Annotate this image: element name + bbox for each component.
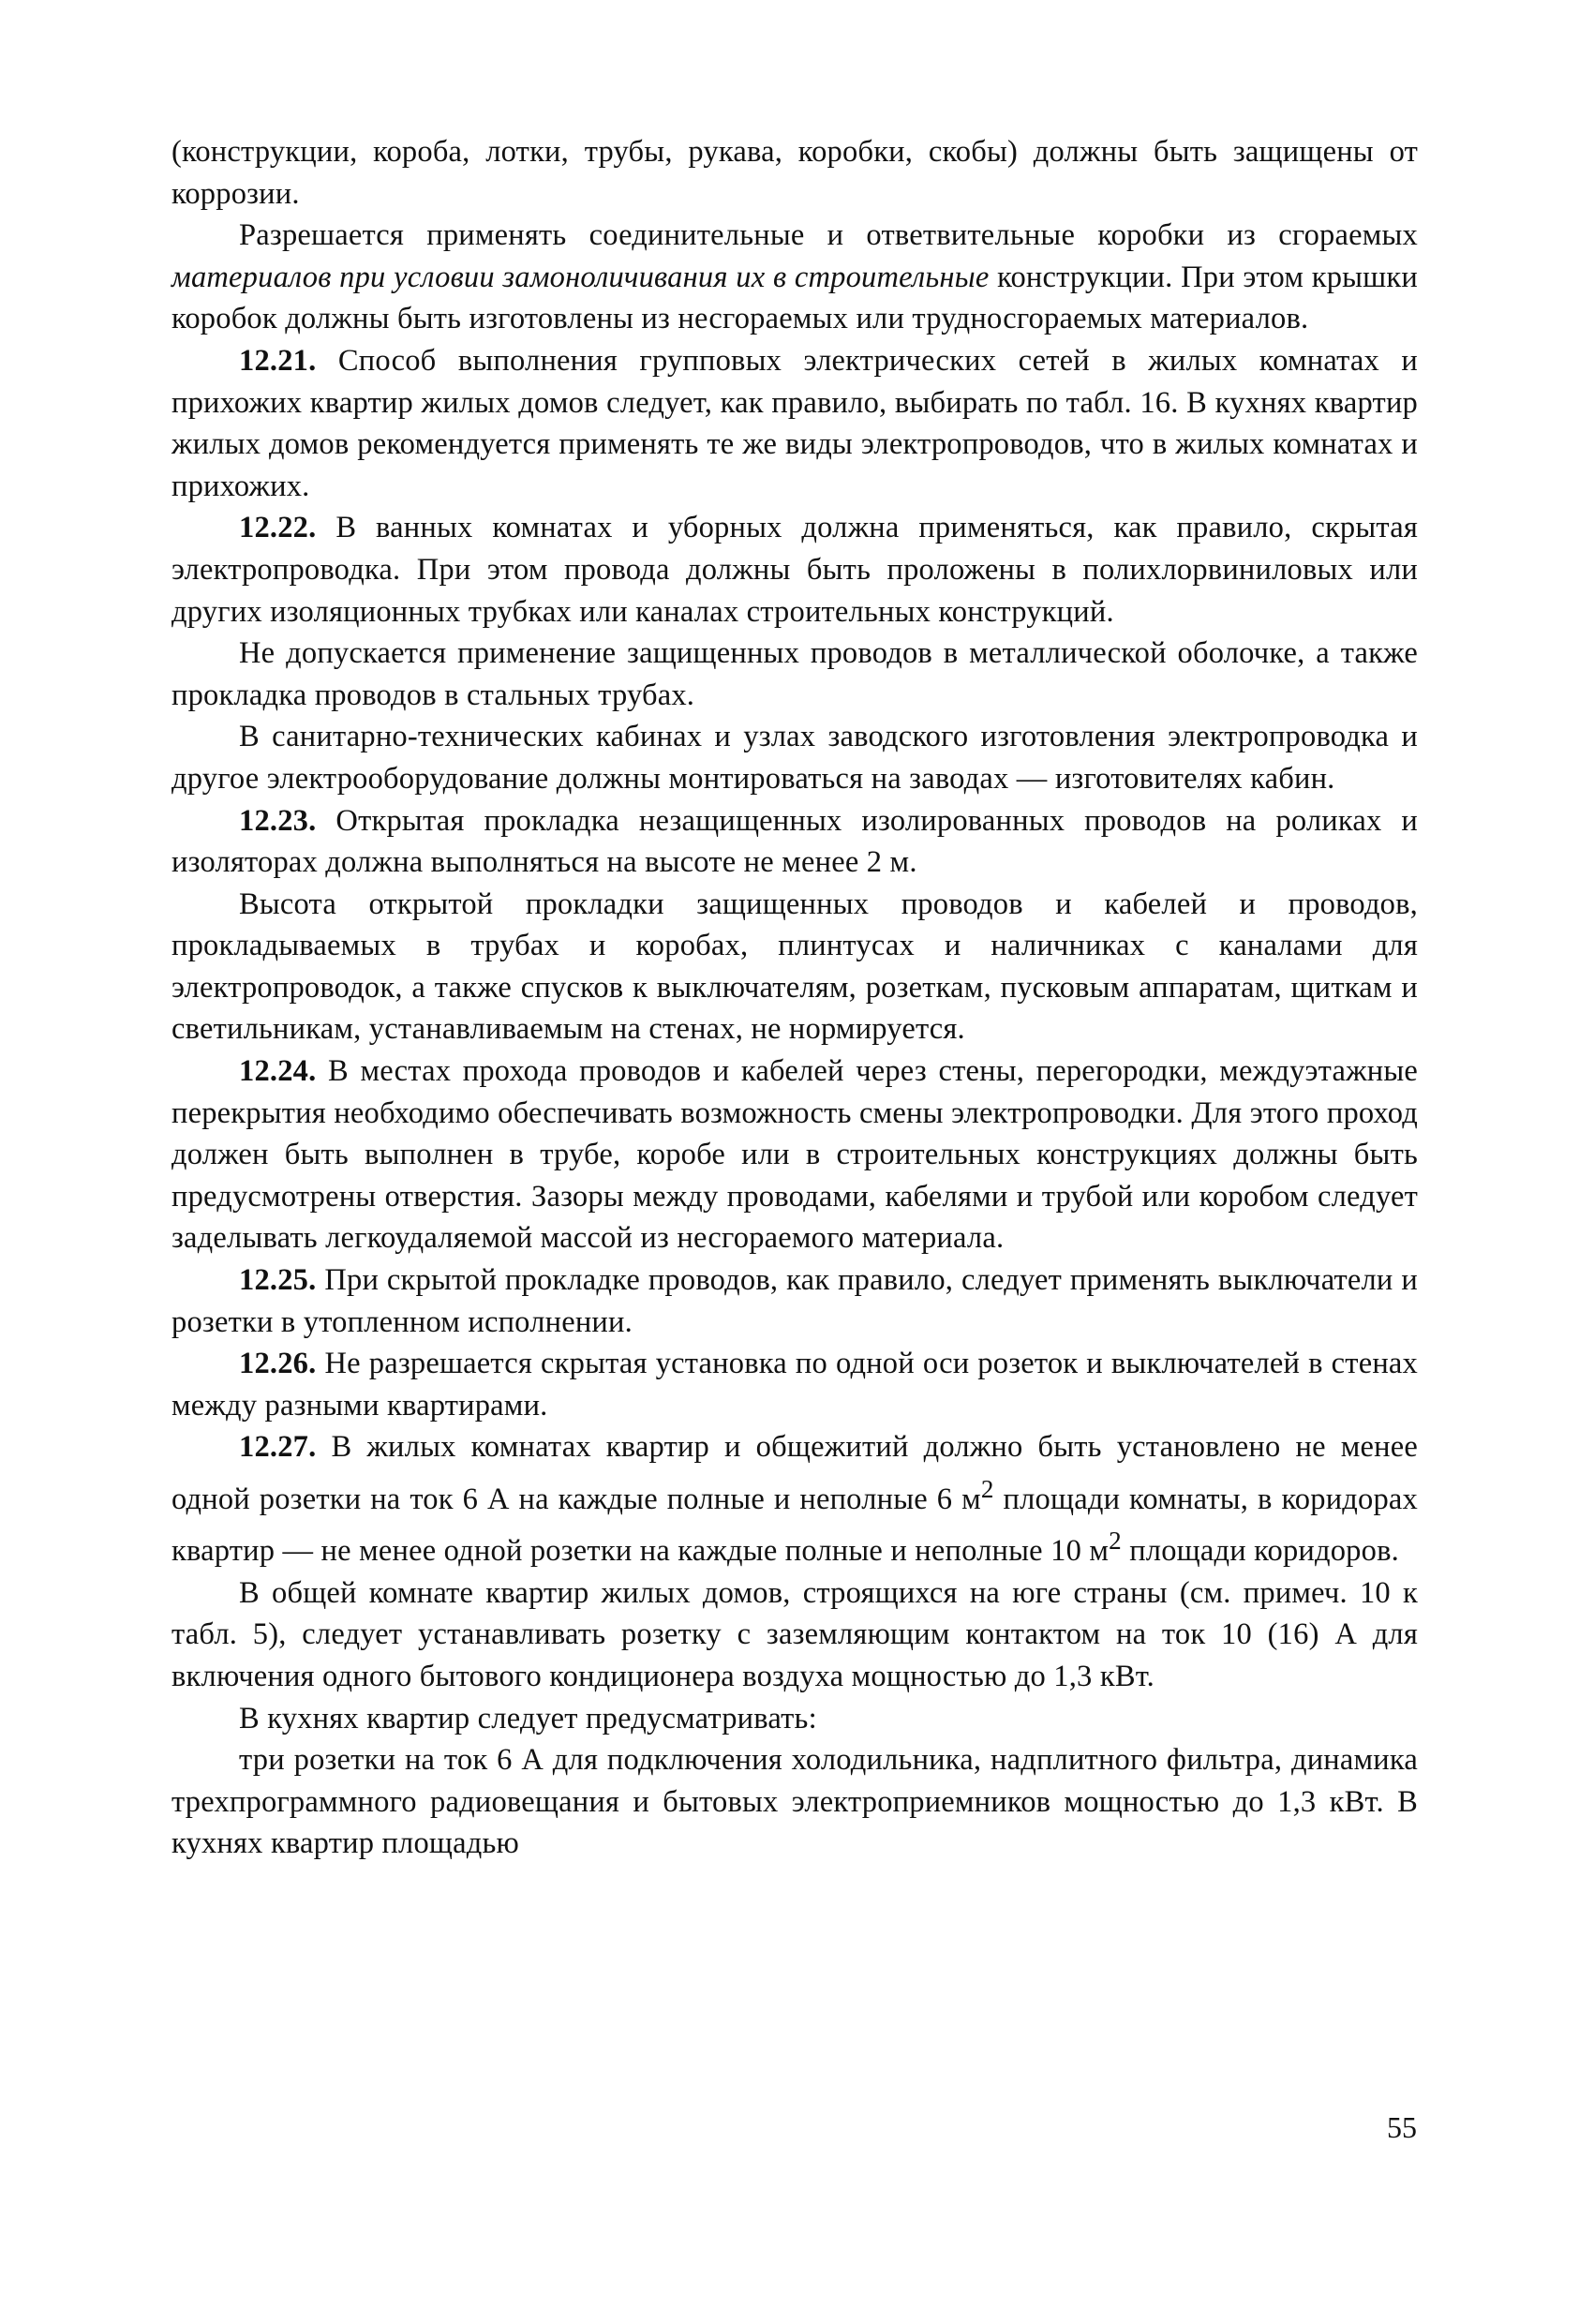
- paragraph: [171, 884, 1418, 1050]
- paragraph-text: три розетки на ток 6 А для подключения холодильника, надплитного фильтра, динамика трехпрограммного радиовещания и бытовых электроприемников мощностью до 1,3 кВт. В кухнях квартир площадью: [171, 1743, 1418, 1861]
- superscript: 2: [980, 1475, 994, 1503]
- clause-12-21: [171, 340, 1418, 507]
- paragraph-text: В ванных комнатах и уборных должна применяться, как правило, скрытая электропроводка. При этом провода должны быть проложены в полихлорвиниловых или других изоляционных трубках или каналах строительных конструкций.: [171, 511, 1418, 629]
- clause-number: 12.26.: [239, 1347, 317, 1381]
- clause-12-22: [171, 507, 1418, 633]
- paragraph-text: В жилых комнатах квартир и общежитий должно быть установлено не менее одной розетки на ток 6 А на каждые полные и неполные 6 м: [171, 1430, 1418, 1516]
- paragraph-italic-text: материалов при условии замоноличивания их в строительные: [171, 260, 990, 294]
- page-number: 55: [1387, 2110, 1417, 2144]
- paragraph: [171, 1572, 1418, 1698]
- paragraph-text: В кухнях квартир следует предусматривать:: [239, 1701, 817, 1736]
- paragraph: [171, 716, 1418, 799]
- clause-12-26: [171, 1343, 1418, 1426]
- clause-number: 12.25.: [239, 1263, 317, 1298]
- paragraph-text: Высота открытой прокладки защищенных проводов и кабелей и проводов, прокладываемых в трубах и коробах, плинтусах и наличниках с каналами для электропроводок, а также спусков к выключателям, розеткам, пусковым аппаратам, щиткам и светильникам, устанавливаемым на стенах, не нормируется.: [171, 886, 1418, 1047]
- clause-12-25: [171, 1259, 1418, 1343]
- paragraph-text: В общей комнате квартир жилых домов, строящихся на юге страны (см. примеч. 10 к табл. 5), следует устанавливать розетку с заземляющим контактом на ток 10 (16) А для включения одного бытового кондиционера воздуха мощностью до 1,3 кВт.: [171, 1575, 1418, 1694]
- paragraph-text: площади комнаты, в коридорах квартир — не менее одной розетки на каждые полные и неполные 10 м: [171, 1482, 1418, 1569]
- document-body: [171, 131, 1418, 1865]
- clause-12-23: [171, 800, 1418, 884]
- paragraph-text: Не разрешается скрытая установка по одной оси розеток и выключателей в стенах между разными квартирами.: [171, 1347, 1418, 1423]
- paragraph-text: В местах прохода проводов и кабелей через стены, перегородки, междуэтажные перекрытия необходимо обеспечивать возможность смены электропроводки. Для этого проход должен быть выполнен в трубе, коробе или в строительных конструкциях должны быть предусмотрены отверстия. Зазоры между проводами, кабелями и трубой или коробом следует заделывать легкоудаляемой массой из несгораемого материала.: [171, 1054, 1418, 1256]
- paragraph-text: (конструкции, короба, лотки, трубы, рукава, коробки, скобы) должны быть защищены от коррозии.: [171, 135, 1418, 211]
- paragraph: [171, 131, 1418, 215]
- paragraph-text: При скрытой прокладке проводов, как правило, следует применять выключатели и розетки в утопленном исполнении.: [171, 1263, 1418, 1339]
- paragraph: [171, 633, 1418, 716]
- clause-number: 12.23.: [239, 803, 317, 838]
- paragraph-text: площади коридоров.: [1121, 1534, 1399, 1569]
- clause-12-27: [171, 1426, 1418, 1572]
- paragraph-text: В санитарно-технических кабинах и узлах заводского изготовления электропроводка и другое электрооборудование должны монтироваться на заводах — изготовителях кабин.: [171, 720, 1418, 796]
- paragraph-text: Не допускается применение защищенных проводов в металлической оболочке, а также прокладка проводов в стальных трубах.: [171, 636, 1418, 712]
- paragraph-text: конструкции. При этом крышки коробок должны быть изготовлены из несгораемых или трудносгораемых материалов.: [171, 260, 1418, 336]
- clause-12-24: [171, 1050, 1418, 1259]
- paragraph-text: Способ выполнения групповых электрических сетей в жилых комнатах и прихожих квартир жилых домов следует, как правило, выбирать по табл. 16. В кухнях квартир жилых домов рекомендуется применять те же виды электропроводов, что в жилых комнатах и прихожих.: [171, 343, 1418, 503]
- paragraph-text: Открытая прокладка незащищенных изолированных проводов на роликах и изоляторах должна выполняться на высоте не менее 2 м.: [171, 803, 1418, 880]
- paragraph: [171, 215, 1418, 340]
- clause-number: 12.22.: [239, 511, 317, 545]
- superscript: 2: [1109, 1527, 1122, 1556]
- paragraph: [171, 1698, 1418, 1740]
- clause-number: 12.21.: [239, 343, 317, 378]
- paragraph: [171, 1739, 1418, 1865]
- clause-number: 12.27.: [239, 1430, 317, 1465]
- clause-number: 12.24.: [239, 1054, 317, 1089]
- paragraph-text: Разрешается применять соединительные и ответвительные коробки из сгораемых: [239, 218, 1418, 253]
